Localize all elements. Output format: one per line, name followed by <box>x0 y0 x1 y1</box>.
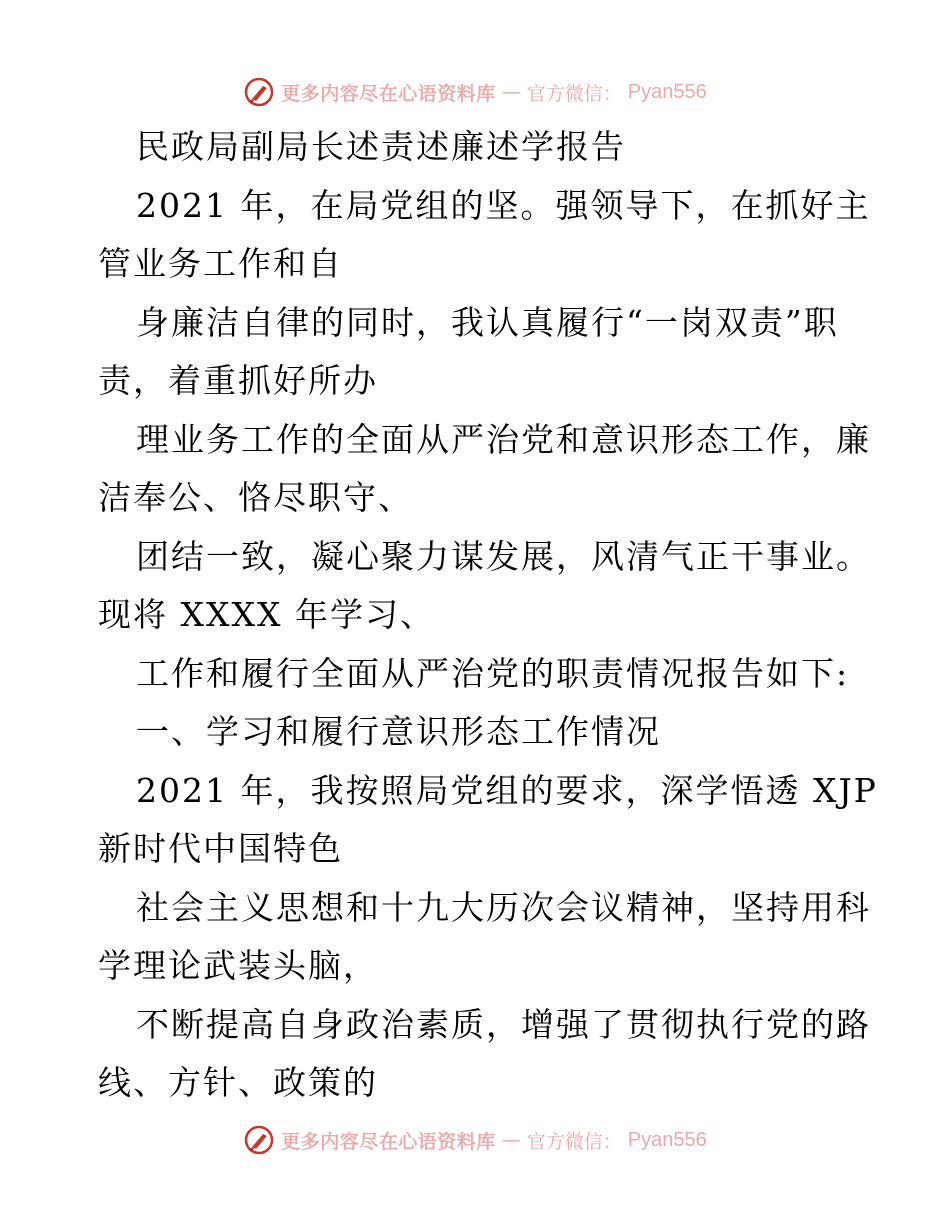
watermark-separator: — <box>501 1129 521 1151</box>
document-line: 洁奉公、恪尽职守、 <box>98 478 413 517</box>
watermark-brand-text: 更多内容尽在心语资料库 <box>281 1130 496 1153</box>
header-watermark <box>0 72 950 112</box>
pen-logo-icon <box>243 1124 275 1156</box>
document-line: 新时代中国特色 <box>98 829 343 868</box>
pen-logo-icon <box>243 76 275 108</box>
document-line: 团结一致，凝心聚力谋发展，风清气正干事业。 <box>136 536 871 576</box>
document-line: 一、学习和履行意识形态工作情况 <box>136 712 661 751</box>
watermark-official-label: 官方微信： <box>526 1130 622 1153</box>
document-line: 管业务工作和自 <box>98 244 343 283</box>
document-line: 学理论武装头脑， <box>98 946 378 985</box>
document-line: 社会主义思想和十九大历次会议精神，坚持用科 <box>136 887 871 927</box>
document-line: 不断提高自身政治素质，增强了贯彻执行党的路 <box>136 1004 871 1044</box>
document-line: 理业务工作的全面从严治党和意识形态工作，廉 <box>136 419 871 459</box>
document-line: 民政局副局长述责述廉述学报告 <box>136 127 626 166</box>
document-line: 现将 XXXX 年学习、 <box>98 595 435 634</box>
document-body <box>98 118 878 1113</box>
footer-watermark <box>0 1120 950 1160</box>
document-line: 线、方针、政策的 <box>98 1063 378 1102</box>
document-line: 2021 年，我按照局党组的要求，深学悟透 XJP <box>136 770 878 810</box>
watermark-official-label: 官方微信： <box>526 82 622 105</box>
watermark-brand-text: 更多内容尽在心语资料库 <box>281 82 496 105</box>
document-line: 责，着重抓好所办 <box>98 361 378 400</box>
watermark-wechat-id: Pyan556 <box>627 80 707 103</box>
watermark-separator: — <box>501 81 521 103</box>
document-line: 工作和履行全面从严治党的职责情况报告如下: <box>136 653 850 693</box>
document-line: 2021 年，在局党组的坚。强领导下，在抓好主 <box>136 185 871 225</box>
document-line: 身廉洁自律的同时，我认真履行“一岗双责”职 <box>136 302 839 342</box>
watermark-wechat-id: Pyan556 <box>627 1128 707 1151</box>
